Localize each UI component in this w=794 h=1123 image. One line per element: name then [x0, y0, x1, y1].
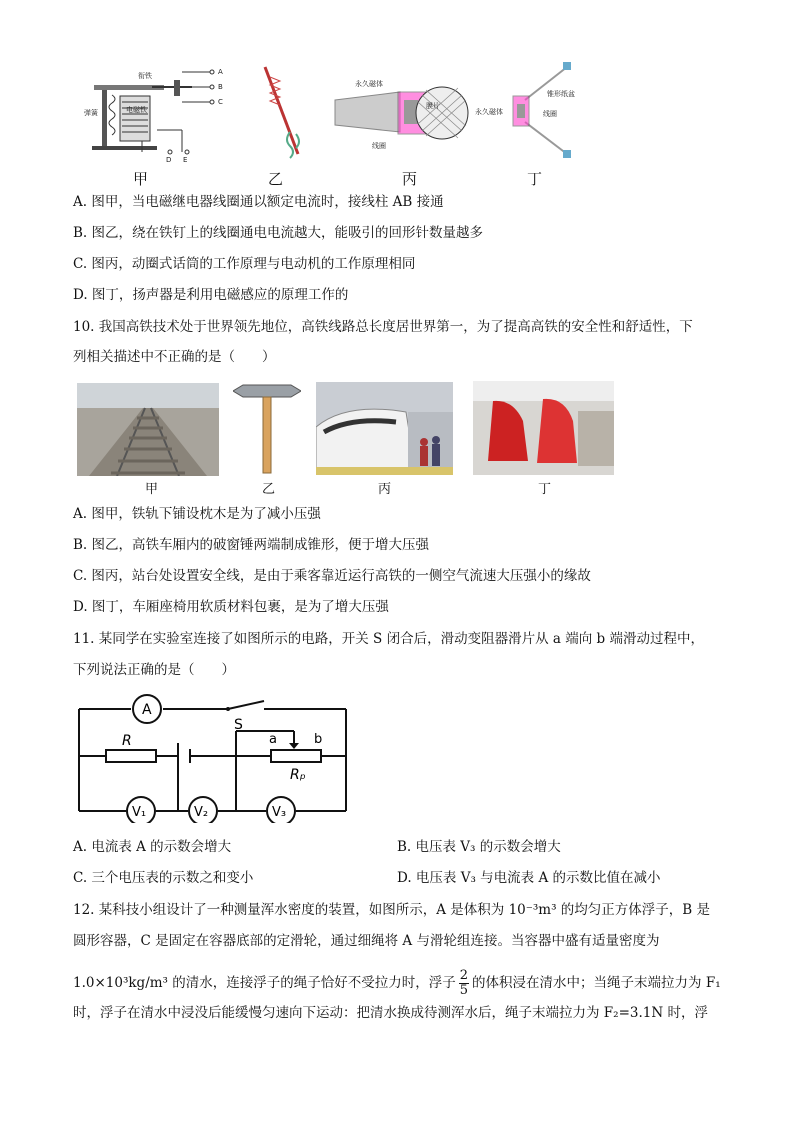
q12-line2: 圆形容器，C 是固定在容器底部的定滑轮，通过细绳将 A 与滑轮组连接。当容器中盛有适量密度为 [73, 933, 660, 949]
q10-stem-line2: 列相关描述中不正确的是（ ） [73, 349, 276, 365]
q10-caption-ding: 丁 [538, 482, 552, 497]
v1-label: V₁ [132, 805, 147, 820]
speaker-magnet-label: 永久磁体 [475, 108, 503, 116]
q11-option-d: D. 电压表 V₃ 与电流表 A 的示数比值在减小 [397, 870, 661, 886]
q11-option-c: C. 三个电压表的示数之和变小 [73, 870, 254, 886]
q10-option-a: A. 图甲，铁轨下铺设枕木是为了减小压强 [73, 506, 321, 522]
fig-caption-ding: 丁 [527, 170, 543, 188]
rheostat-label: Rₚ [290, 767, 306, 783]
hammer-image [233, 375, 301, 475]
q12-line3-part2: 的体积浸在清水中；当绳子末端拉力为 F₁ [472, 975, 721, 991]
switch-label: S [234, 717, 243, 733]
train-seat-image [473, 381, 614, 475]
speaker-cone-label: 锥形纸盆 [547, 90, 575, 98]
fig-caption-bing: 丙 [402, 170, 418, 188]
railway-track-image [77, 383, 219, 476]
relay-e-label: E [183, 156, 188, 164]
q11-stem-line2: 下列说法正确的是（ ） [73, 662, 235, 678]
fraction-numerator: 2 [459, 968, 469, 983]
q9-option-a: A. 图甲，当电磁继电器线圈通以额定电流时，接线柱 AB 接通 [73, 194, 444, 210]
q9-option-c: C. 图丙，动圈式话筒的工作原理与电动机的工作原理相同 [73, 256, 416, 272]
q11-option-b: B. 电压表 V₃ 的示数会增大 [397, 839, 561, 855]
q11-stem-line1: 11. 某同学在实验室连接了如图所示的电路，开关 S 闭合后，滑动变阻器滑片从 a 端向 b 端滑动过程中， [73, 631, 704, 647]
mic-magnet-label: 永久磁体 [355, 80, 383, 88]
q9-option-b: B. 图乙，绕在铁钉上的线圈通电电流越大，能吸引的回形针数量越多 [73, 225, 484, 241]
fraction-denominator: 5 [459, 983, 469, 998]
q10-caption-bing: 丙 [378, 482, 392, 497]
q10-caption-yi: 乙 [262, 482, 276, 497]
q10-option-c: C. 图丙，站台处设置安全线，是由于乘客靠近运行高铁的一侧空气流速大压强小的缘故 [73, 568, 591, 584]
v3-label: V₃ [272, 805, 287, 820]
v2-label: V₂ [194, 805, 209, 820]
relay-d-label: D [166, 156, 172, 164]
microphone-figure [330, 70, 470, 155]
q10-stem-line1: 10. 我国高铁技术处于世界领先地位，高铁线路总长度居世界第一，为了提高高铁的安全性和舒适性，下 [73, 319, 693, 335]
relay-a-label: A [218, 68, 223, 76]
relay-coil-label: 电磁铁 [126, 106, 147, 114]
rheostat-a-label: a [269, 732, 277, 747]
two-fifths-fraction [459, 969, 469, 998]
mic-coil-label: 线圈 [372, 142, 386, 150]
q12-line1: 12. 某科技小组设计了一种测量浑水密度的装置，如图所示，A 是体积为 10⁻³m³ 的均匀正方体浮子，B 是 [73, 902, 711, 918]
q9-option-d: D. 图丁，扬声器是利用电磁感应的原理工作的 [73, 287, 349, 303]
nail-coil-figure [250, 62, 310, 162]
q10-caption-jia: 甲 [145, 482, 159, 497]
q10-option-b: B. 图乙，高铁车厢内的破窗锤两端制成锥形，便于增大压强 [73, 537, 430, 553]
q12-line4: 时，浮子在清水中浸没后能缓慢匀速向下运动：把清水换成待测浑水后，绳子末端拉力为 F₂=3.1N 时，浮 [73, 1005, 708, 1021]
relay-figure [82, 60, 232, 165]
ammeter-label: A [142, 702, 152, 718]
fig-caption-yi: 乙 [268, 170, 284, 188]
relay-b-label: B [218, 83, 223, 91]
q12-line3 [73, 963, 721, 1003]
q12-line3-part1: 1.0×10³kg/m³ 的清水，连接浮子的绳子恰好不受拉力时，浮子 [73, 975, 456, 991]
q10-option-d: D. 图丁，车厢座椅用软质材料包裹，是为了增大压强 [73, 599, 389, 615]
resistor-label: R [122, 733, 132, 749]
mic-diaphragm-label: 膜片 [426, 102, 440, 110]
high-speed-train-image [316, 382, 453, 475]
rheostat-b-label: b [314, 732, 323, 747]
fig-caption-jia: 甲 [133, 170, 149, 188]
q11-option-a: A. 电流表 A 的示数会增大 [73, 839, 232, 855]
circuit-diagram [76, 693, 354, 823]
relay-armature-label: 衔铁 [138, 72, 152, 80]
speaker-coil-label: 线圈 [543, 110, 557, 118]
relay-spring-label: 弹簧 [84, 109, 98, 117]
relay-c-label: C [218, 98, 223, 106]
speaker-figure [475, 62, 585, 162]
